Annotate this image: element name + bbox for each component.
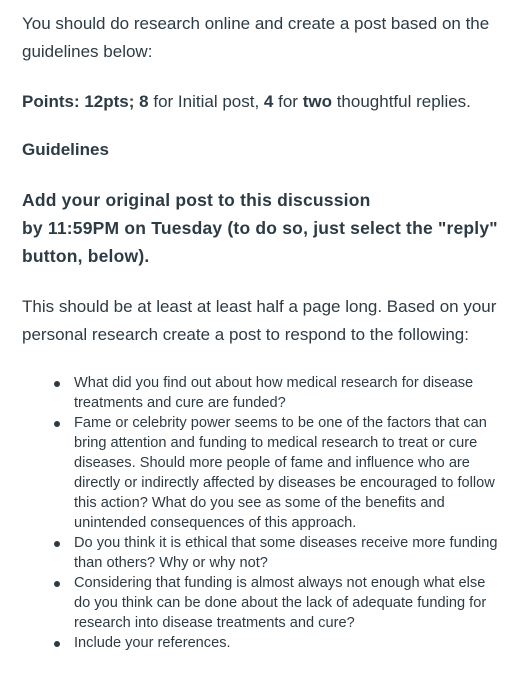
list-item-text: Do you think it is ethical that some diseases receive more funding than others? Why or why not? [74,535,498,571]
list-item-text: Fame or celebrity power seems to be one of the factors that can bring attention and funding to medical research to treat or cure diseases. Should more people of fame and influence who are directly or indirectly affected by diseases be encouraged to follow this action? What do you see as some of the benefits and unintended consequences of this approach. [74,415,495,531]
initial-post-points: 8 [139,92,149,111]
bullet-dot-icon [54,541,60,547]
due-instructions [22,186,502,270]
body-text: This should be at least at least half a page long. Based on your personal research create a post to respond to the following: [22,297,497,344]
reply-count: two [302,92,332,111]
bullet-dot-icon [54,581,60,587]
guidelines-heading: Guidelines [22,140,109,159]
list-item [74,573,504,633]
reply-text: thoughtful replies. [336,92,471,111]
list-item [74,373,504,413]
list-item [74,533,504,573]
intro-text: You should do research online and create a post based on the guidelines below: [22,14,490,61]
bullet-dot-icon [54,421,60,427]
list-item [74,633,504,653]
due-line-2: by 11:59PM on Tuesday (to do so, just select the "reply" button, below). [22,218,498,266]
question-list [22,373,504,653]
list-item-text: What did you find out about how medical research for disease treatments and cure are funded? [74,375,474,411]
points-label: Points: 12pts; [22,92,135,111]
points-line [22,88,502,116]
reply-points: 4 [263,92,274,111]
bullet-dot-icon [54,381,60,387]
discussion-prompt [22,10,502,653]
list-item [74,413,504,533]
list-item-text: Include your references. [74,635,231,651]
initial-post-text: for Initial post, [153,92,260,111]
list-item-text: Considering that funding is almost always not enough what else do you think can be done about the lack of adequate funding for research into disease treatments and cure? [74,575,487,631]
reply-for-text: for [278,92,298,111]
due-line-1: Add your original post to this discussion [22,190,371,210]
bullet-dot-icon [54,641,60,647]
